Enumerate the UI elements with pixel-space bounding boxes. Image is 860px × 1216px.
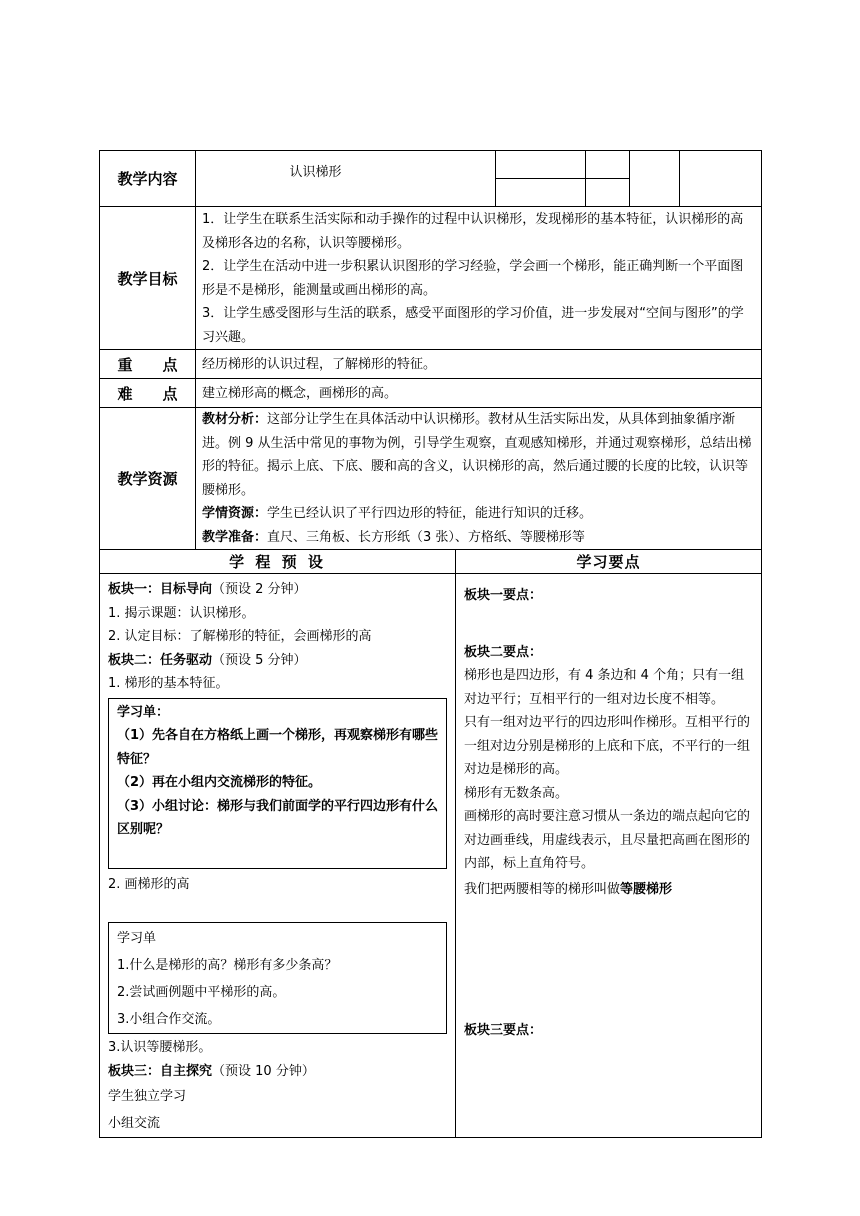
sheet2-item: 3.小组合作交流。: [117, 1012, 221, 1027]
block3-item: 学生独立学习: [108, 1089, 187, 1104]
block3-time: （预设 10 分钟）: [212, 1063, 315, 1079]
lesson-plan: [99, 150, 761, 1138]
sheet1-item: （1）先各自在方格纸上画一个梯形，再观察梯形有哪些特征？: [117, 728, 439, 767]
isosceles-term: 等腰梯形: [620, 881, 673, 897]
content-label: 教学内容: [100, 151, 196, 207]
goal-item: 2．让学生在活动中进一步积累认识图形的学习经验，学会画一个梯形，能正确判断一个平面图形是不是梯形，能测量或画出梯形的高。: [202, 259, 744, 298]
sheet2-item: 1.什么是梯形的高？梯形有多少条高？: [117, 958, 338, 973]
block2-point: 梯形有无数条高。: [464, 785, 569, 801]
block2-time: （预设 5 分钟）: [212, 652, 307, 668]
block2-point: 画梯形的高时要注意习惯从一条边的端点起向它的对边画垂线，用虚线表示，且尽量把高画在图形的内部，标上直角符号。: [464, 809, 751, 871]
points-header: 学习要点: [456, 550, 762, 574]
spacer: [108, 896, 455, 920]
process-table: [99, 549, 762, 1138]
resources-content: [196, 408, 762, 550]
sheet1-item: （2）再在小组内交流梯形的特征。: [117, 775, 322, 790]
situation-label: 学情资源：: [202, 506, 268, 521]
study-sheet-1: [108, 698, 447, 869]
sheet1-title: 学习单：: [117, 704, 170, 720]
lesson-info-table: [99, 150, 762, 550]
process-content: [100, 574, 456, 1138]
difficulty-value: 建立梯形高的概念，画梯形的高。: [196, 379, 762, 408]
content-value-text: 认识梯形: [289, 165, 342, 180]
isosceles-point: [464, 878, 755, 902]
block2-points-title: 板块二要点：: [464, 644, 543, 660]
block2-point: 梯形也是四边形，有 4 条边和 4 个角；只有一组对边平行；互相平行的一组对边长度不相等。: [464, 668, 745, 707]
key-point-label: 重 点: [100, 350, 196, 379]
prep-label: 教学准备：: [202, 529, 268, 545]
goals-list: [196, 207, 762, 350]
block3-points-title: 板块三要点：: [464, 1023, 543, 1038]
blank-cell: [586, 179, 630, 207]
block1-title: 板块一：目标导向: [108, 582, 213, 597]
sheet2-title: 学习单: [117, 931, 157, 946]
blank-cell: [496, 179, 586, 207]
points-content: [456, 574, 762, 1138]
block3-title: 板块三：自主探究: [108, 1063, 213, 1079]
prep-paragraph: [202, 526, 755, 550]
block2-item: 2. 画梯形的高: [108, 876, 190, 892]
sheet2-item: 2.尝试画例题中平梯形的高。: [117, 985, 286, 1000]
resources-label: 教学资源: [100, 408, 196, 550]
goal-item: 3．让学生感受图形与生活的联系，感受平面图形的学习价值，进一步发展对“空间与图形”的学习兴趣。: [202, 306, 744, 345]
block2-heading: [108, 649, 455, 673]
analysis-label: 教材分析：: [202, 412, 268, 427]
isosceles-prefix: 我们把两腰相等的梯形叫做: [464, 881, 621, 897]
block1-item: 2. 认定目标：了解梯形的特征，会画梯形的高: [108, 629, 372, 644]
blank-cell: [586, 151, 630, 179]
analysis-paragraph: [202, 408, 755, 502]
block1-heading: [108, 578, 455, 602]
block2-title: 板块二：任务驱动: [108, 652, 213, 668]
difficulty-label: 难 点: [100, 379, 196, 408]
spacer: [464, 608, 755, 641]
block1-item: 1. 揭示课题：认识梯形。: [108, 605, 255, 621]
block3-heading: [108, 1060, 455, 1084]
blank-cell: [680, 151, 762, 207]
analysis-text: 这部分让学生在具体活动中认识梯形。教材从生活实际出发，从具体到抽象循序渐进。例 9 从生活中常见的事物为例，引导学生观察，直观感知梯形，并通过观察梯形，总结出梯形的特征。揭示上底、下底、腰和高的含义，认识梯形的高，然后通过腰的长度的比较，认识等腰梯形。: [202, 412, 752, 498]
content-value: [196, 151, 496, 207]
sheet1-item: （3）小组讨论：梯形与我们前面学的平行四边形有什么区别呢？: [117, 798, 439, 837]
block2-point: 只有一组对边平行的四边形叫作梯形。互相平行的一组对边分别是梯形的上底和下底，不平行的一组对边是梯形的高。: [464, 715, 751, 777]
spacer: [464, 901, 755, 1019]
block1-points-title: 板块一要点：: [464, 588, 543, 603]
block3-item: 小组交流: [108, 1116, 161, 1131]
block2-item: 3.认识等腰梯形。: [108, 1040, 212, 1055]
situation-text: 学生已经认识了平行四边形的特征，能进行知识的迁移。: [267, 506, 593, 521]
block1-time: （预设 2 分钟）: [212, 582, 307, 597]
blank-cell: [496, 151, 586, 179]
blank-cell: [630, 151, 680, 207]
key-point-value: 经历梯形的认识过程，了解梯形的特征。: [196, 350, 762, 379]
situation-paragraph: [202, 502, 755, 526]
goal-item: 1．让学生在联系生活实际和动手操作的过程中认识梯形，发现梯形的基本特征，认识梯形的高及梯形各边的名称，认识等腰梯形。: [202, 212, 744, 251]
block2-item: 1. 梯形的基本特征。: [108, 676, 229, 691]
study-sheet-2: [108, 922, 447, 1034]
process-header: 学 程 预 设: [100, 550, 456, 574]
prep-text: 直尺、三角板、长方形纸（3 张）、方格纸、等腰梯形等: [267, 529, 585, 545]
goals-label: 教学目标: [100, 207, 196, 350]
